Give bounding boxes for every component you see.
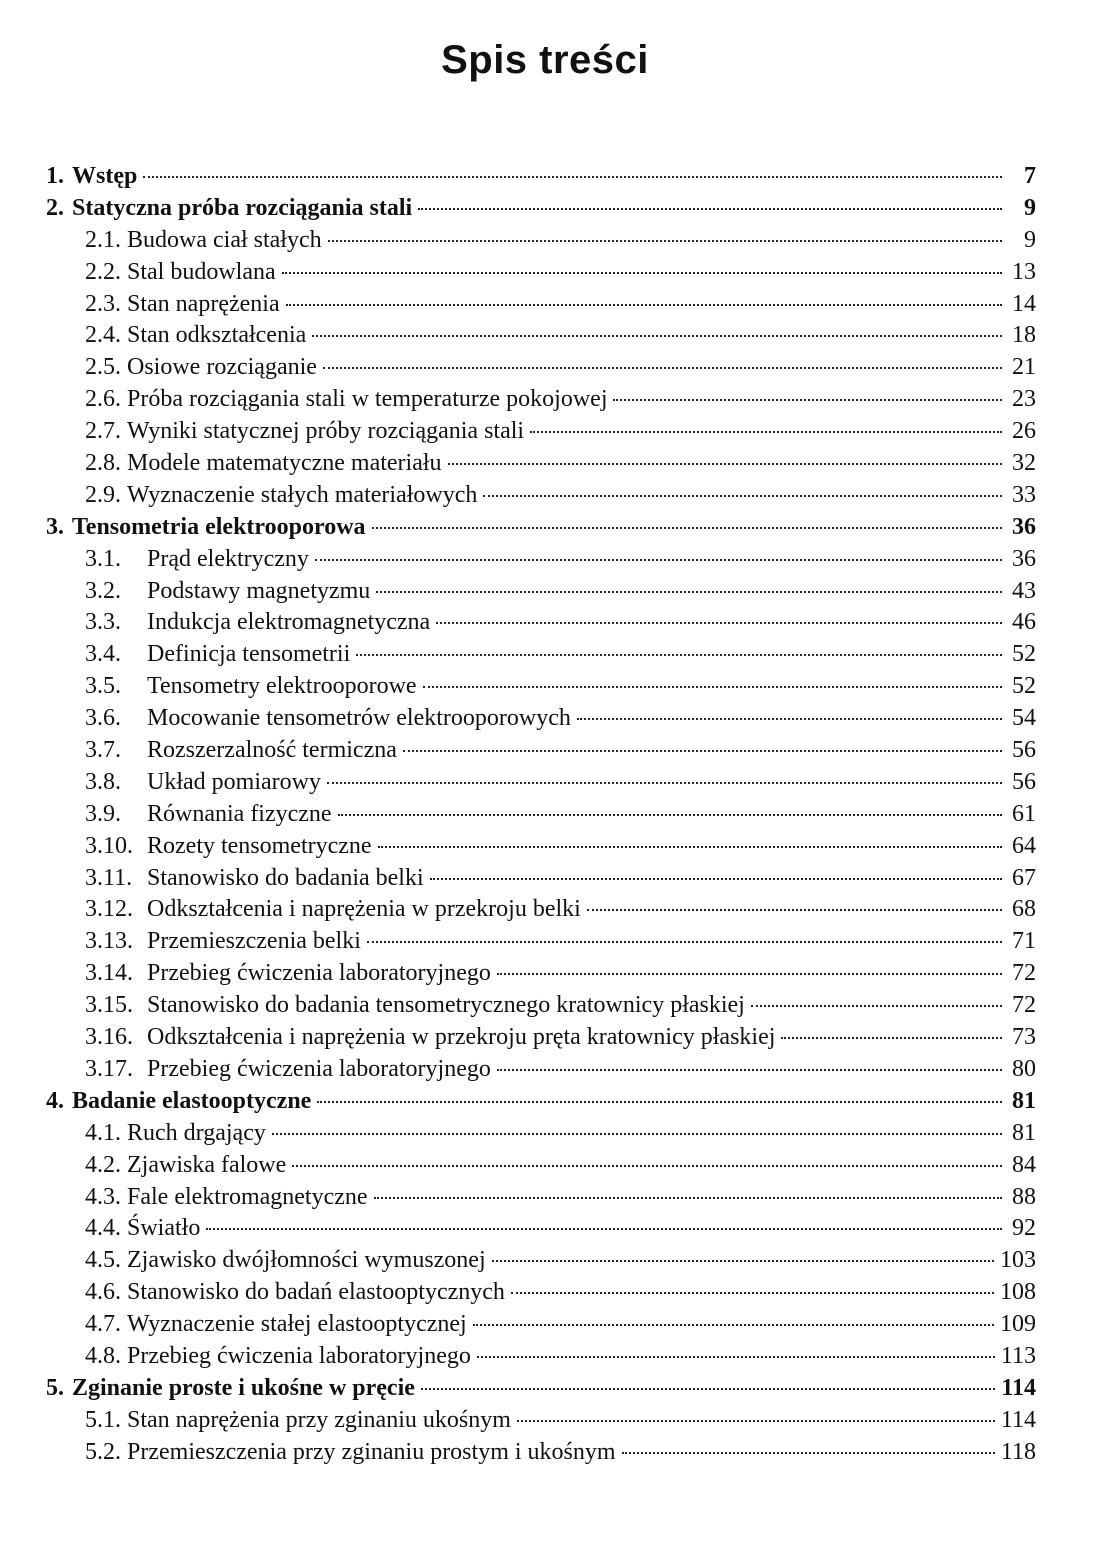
- toc-entry-number: 5.2.: [85, 1438, 121, 1465]
- toc-section-entry: [46, 609, 1036, 641]
- toc-entry-title: Statyczna próba rozciągania stali: [72, 194, 413, 221]
- toc-entry-number: 3.8.: [85, 768, 121, 795]
- dot-leader: [403, 750, 1002, 752]
- toc-entry-number: 2.2.: [85, 258, 121, 285]
- toc-entry-title: Tensometry elektrooporowe: [147, 673, 417, 700]
- toc-section-entry: [46, 992, 1036, 1024]
- toc-entry-title: Zginanie proste i ukośne w pręcie: [72, 1374, 415, 1401]
- toc-page-number: 36: [1012, 513, 1036, 540]
- toc-chapter-entry: [46, 1088, 1036, 1120]
- toc-section-entry: [46, 546, 1036, 578]
- toc-page-number: 14: [1012, 290, 1036, 317]
- toc-section-entry: [46, 1056, 1036, 1088]
- toc-entry-number: 4.8.: [85, 1342, 121, 1369]
- toc-section-entry: [46, 322, 1036, 354]
- page-title: Spis treści: [441, 38, 649, 82]
- toc-section-entry: [46, 928, 1036, 960]
- dot-leader: [587, 909, 1002, 911]
- dot-leader: [436, 622, 1002, 624]
- dot-leader: [317, 1101, 1002, 1103]
- dot-leader: [292, 1165, 1002, 1167]
- toc-entry-title: Rozszerzalność termiczna: [147, 737, 397, 764]
- toc-page-number: 67: [1012, 864, 1036, 891]
- toc-entry-title: Osiowe rozciąganie: [127, 354, 317, 381]
- toc-entry-number: 4.7.: [85, 1311, 121, 1338]
- toc-entry-number: 1.: [46, 163, 64, 189]
- toc-entry-title: Podstawy magnetyzmu: [147, 577, 371, 604]
- toc-page-number: 84: [1012, 1151, 1036, 1178]
- dot-leader: [473, 1324, 994, 1326]
- toc-entry-number: 5.: [46, 1374, 64, 1401]
- toc-entry-number: 2.8.: [85, 450, 121, 477]
- dot-leader: [338, 814, 1002, 816]
- toc-entry-title: Tensometria elektrooporowa: [72, 513, 366, 540]
- dot-leader: [511, 1292, 994, 1294]
- toc-section-entry: [46, 896, 1036, 928]
- toc-section-entry: [46, 705, 1036, 737]
- dot-leader: [497, 1069, 1002, 1071]
- toc-page-number: 9: [1024, 194, 1036, 221]
- toc-page-number: 23: [1012, 386, 1036, 413]
- toc-entry-title: Ruch drgający: [127, 1119, 266, 1146]
- toc-entry-title: Odkształcenia i naprężenia w przekroju pręta kratownicy płaskiej: [147, 1024, 776, 1051]
- toc-entry-title: Stan odkształcenia: [127, 322, 307, 349]
- toc-entry-title: Budowa ciał stałych: [127, 226, 322, 253]
- toc-section-entry: [46, 1247, 1036, 1279]
- toc-section-entry: [46, 673, 1036, 705]
- dot-leader: [421, 1388, 995, 1390]
- dot-leader: [372, 527, 1002, 529]
- toc-entry-title: Zjawisko dwójłomności wymuszonej: [127, 1247, 486, 1274]
- toc-entry-title: Stanowisko do badania belki: [147, 864, 424, 891]
- toc-page-number: 7: [1024, 163, 1036, 189]
- toc-page-number: 32: [1012, 450, 1036, 477]
- toc-page-number: 80: [1012, 1055, 1036, 1082]
- toc-entry-number: 2.4.: [85, 322, 121, 349]
- dot-leader: [143, 176, 1002, 178]
- toc-entry-title: Przemieszczenia przy zginaniu prostym i ukośnym: [127, 1438, 616, 1465]
- toc-entry-number: 4.5.: [85, 1247, 121, 1274]
- toc-page-number: 81: [1012, 1119, 1036, 1146]
- toc-entry-title: Badanie elastooptyczne: [72, 1087, 312, 1114]
- toc-page-number: 43: [1012, 577, 1036, 604]
- toc-entry-title: Przebieg ćwiczenia laboratoryjnego: [147, 1055, 491, 1082]
- dot-leader: [483, 495, 1002, 497]
- toc-section-entry: [46, 578, 1036, 610]
- toc-entry-title: Przemieszczenia belki: [147, 928, 361, 955]
- toc-entry-number: 3.14.: [85, 960, 133, 987]
- dot-leader: [517, 1420, 995, 1422]
- toc-entry-number: 3.10.: [85, 832, 133, 859]
- dot-leader: [577, 718, 1002, 720]
- toc-page-number: 114: [1000, 1406, 1036, 1433]
- toc-entry-title: Stanowisko do badań elastooptycznych: [127, 1279, 505, 1306]
- dot-leader: [327, 782, 1002, 784]
- toc-page-number: 88: [1012, 1183, 1036, 1210]
- dot-leader: [323, 367, 1002, 369]
- toc-section-entry: [46, 960, 1036, 992]
- toc-section-entry: [46, 1439, 1036, 1471]
- toc-entry-number: 2.7.: [85, 418, 121, 445]
- toc-section-entry: [46, 450, 1036, 482]
- toc-entry-title: Zjawiska falowe: [127, 1151, 287, 1178]
- toc-section-entry: [46, 1152, 1036, 1184]
- toc-page-number: 18: [1012, 322, 1036, 349]
- toc-entry-number: 3.6.: [85, 705, 121, 732]
- toc-section-entry: [46, 1407, 1036, 1439]
- toc-section-entry: [46, 769, 1036, 801]
- toc-entry-title: Wyznaczenie stałej elastooptycznej: [127, 1311, 467, 1338]
- toc-page-number: 21: [1012, 354, 1036, 381]
- toc-page-number: 109: [1000, 1311, 1036, 1338]
- toc-entry-number: 3.9.: [85, 800, 121, 827]
- toc-entry-number: 3.5.: [85, 673, 121, 700]
- toc-entry-title: Rozety tensometryczne: [147, 832, 372, 859]
- toc-section-entry: [46, 833, 1036, 865]
- toc-section-entry: [46, 291, 1036, 323]
- toc-section-entry: [46, 1024, 1036, 1056]
- toc-section-entry: [46, 386, 1036, 418]
- toc-entry-number: 3.: [46, 513, 64, 540]
- toc-section-entry: [46, 1120, 1036, 1152]
- toc-entry-title: Przebieg ćwiczenia laboratoryjnego: [127, 1342, 471, 1369]
- toc-entry-number: 3.12.: [85, 896, 133, 923]
- dot-leader: [530, 431, 1002, 433]
- toc-entry-title: Stan naprężenia przy zginaniu ukośnym: [127, 1406, 511, 1433]
- dot-leader: [282, 272, 1002, 274]
- toc-section-entry: [46, 1279, 1036, 1311]
- toc-entry-title: Przebieg ćwiczenia laboratoryjnego: [147, 960, 491, 987]
- dot-leader: [492, 1260, 994, 1262]
- toc-entry-number: 2.5.: [85, 354, 121, 381]
- toc-entry-title: Układ pomiarowy: [147, 768, 321, 795]
- toc-entry-number: 3.13.: [85, 928, 133, 955]
- toc-entry-title: Stal budowlana: [127, 258, 276, 285]
- toc-entry-number: 3.1.: [85, 545, 121, 572]
- dot-leader: [613, 399, 1002, 401]
- toc-page-number: 73: [1012, 1024, 1036, 1051]
- toc-page-number: 68: [1012, 896, 1036, 923]
- toc-entry-number: 2.3.: [85, 290, 121, 317]
- toc-page-number: 113: [1000, 1342, 1036, 1369]
- dot-leader: [477, 1356, 995, 1358]
- toc-page-number: 56: [1012, 768, 1036, 795]
- toc-entry-title: Modele matematyczne materiału: [127, 450, 442, 477]
- toc-page-number: 54: [1012, 705, 1036, 732]
- toc-entry-number: 4.1.: [85, 1119, 121, 1146]
- toc-entry-number: 3.15.: [85, 992, 133, 1019]
- toc-page-number: 9: [1024, 226, 1036, 253]
- toc-section-entry: [46, 641, 1036, 673]
- toc-entry-title: Wyniki statycznej próby rozciągania stali: [127, 418, 525, 445]
- toc-page-number: 64: [1012, 832, 1036, 859]
- toc-entry-number: 3.4.: [85, 641, 121, 668]
- toc-chapter-entry: [46, 1375, 1036, 1407]
- toc-page-number: 114: [1001, 1374, 1036, 1401]
- toc-entry-title: Stan naprężenia: [127, 290, 280, 317]
- dot-leader: [367, 941, 1002, 943]
- toc-entry-number: 4.: [46, 1087, 64, 1114]
- toc-section-entry: [46, 227, 1036, 259]
- toc-entry-number: 2.6.: [85, 386, 121, 413]
- toc-entry-number: 3.11.: [85, 864, 133, 891]
- toc-entry-title: Fale elektromagnetyczne: [127, 1183, 368, 1210]
- toc-section-entry: [46, 354, 1036, 386]
- dot-leader: [312, 335, 1002, 337]
- toc-entry-number: 2.: [46, 194, 64, 221]
- dot-leader: [751, 1005, 1002, 1007]
- dot-leader: [374, 1197, 1002, 1199]
- toc-page-number: 26: [1012, 418, 1036, 445]
- toc-page-number: 72: [1012, 992, 1036, 1019]
- toc-section-entry: [46, 482, 1036, 514]
- toc-entry-number: 4.6.: [85, 1279, 121, 1306]
- dot-leader: [781, 1037, 1002, 1039]
- toc-page-number: 52: [1012, 673, 1036, 700]
- dot-leader: [423, 686, 1002, 688]
- dot-leader: [448, 463, 1002, 465]
- toc-entry-number: 4.2.: [85, 1151, 121, 1178]
- dot-leader: [622, 1452, 995, 1454]
- toc-page-number: 36: [1012, 545, 1036, 572]
- toc-page-number: 56: [1012, 737, 1036, 764]
- toc-entry-number: 2.1.: [85, 226, 121, 253]
- toc-section-entry: [46, 865, 1036, 897]
- dot-leader: [430, 878, 1002, 880]
- toc-entry-number: 5.1.: [85, 1406, 121, 1433]
- toc-page-number: 52: [1012, 641, 1036, 668]
- toc-entry-number: 4.4.: [85, 1215, 121, 1242]
- toc-chapter-entry: [46, 163, 1036, 195]
- toc-entry-title: Definicja tensometrii: [147, 641, 351, 668]
- toc-page-number: 103: [1000, 1247, 1036, 1274]
- toc-page-number: 13: [1012, 258, 1036, 285]
- toc-page-number: 33: [1012, 481, 1036, 508]
- dot-leader: [206, 1228, 1002, 1230]
- dot-leader: [418, 208, 1002, 210]
- toc-entry-title: Wstęp: [72, 163, 138, 189]
- toc-entry-title: Mocowanie tensometrów elektrooporowych: [147, 705, 571, 732]
- toc-page-number: 71: [1012, 928, 1036, 955]
- dot-leader: [328, 240, 1002, 242]
- toc-page-number: 92: [1012, 1215, 1036, 1242]
- toc-entry-number: 3.3.: [85, 609, 121, 636]
- toc-section-entry: [46, 737, 1036, 769]
- toc-section-entry: [46, 1215, 1036, 1247]
- toc-entry-title: Światło: [127, 1215, 201, 1242]
- toc-section-entry: [46, 801, 1036, 833]
- toc-page-number: 46: [1012, 609, 1036, 636]
- toc-section-entry: [46, 1343, 1036, 1375]
- toc-page-number: 72: [1012, 960, 1036, 987]
- dot-leader: [286, 304, 1002, 306]
- toc-entry-number: 3.7.: [85, 737, 121, 764]
- toc-section-entry: [46, 418, 1036, 450]
- toc-section-entry: [46, 259, 1036, 291]
- toc-entry-title: Wyznaczenie stałych materiałowych: [127, 481, 478, 508]
- table-of-contents: [46, 163, 1036, 1471]
- toc-page-number: 81: [1012, 1087, 1036, 1114]
- toc-entry-number: 2.9.: [85, 481, 121, 508]
- toc-entry-title: Stanowisko do badania tensometrycznego kratownicy płaskiej: [147, 992, 745, 1019]
- toc-chapter-entry: [46, 514, 1036, 546]
- dot-leader: [378, 846, 1002, 848]
- dot-leader: [272, 1133, 1002, 1135]
- toc-entry-number: 4.3.: [85, 1183, 121, 1210]
- dot-leader: [497, 973, 1002, 975]
- dot-leader: [376, 591, 1002, 593]
- toc-page-number: 118: [1000, 1438, 1036, 1465]
- toc-entry-title: Równania fizyczne: [147, 800, 332, 827]
- dot-leader: [356, 654, 1002, 656]
- toc-page-number: 108: [1000, 1279, 1036, 1306]
- toc-chapter-entry: [46, 195, 1036, 227]
- toc-entry-number: 3.2.: [85, 577, 121, 604]
- toc-entry-title: Indukcja elektromagnetyczna: [147, 609, 431, 636]
- toc-entry-title: Prąd elektryczny: [147, 545, 309, 572]
- toc-section-entry: [46, 1311, 1036, 1343]
- toc-entry-number: 3.17.: [85, 1055, 133, 1082]
- toc-entry-title: Odkształcenia i naprężenia w przekroju belki: [147, 896, 581, 923]
- toc-entry-title: Próba rozciągania stali w temperaturze pokojowej: [127, 386, 608, 413]
- toc-section-entry: [46, 1184, 1036, 1216]
- dot-leader: [315, 559, 1002, 561]
- toc-page-number: 61: [1012, 800, 1036, 827]
- toc-entry-number: 3.16.: [85, 1024, 133, 1051]
